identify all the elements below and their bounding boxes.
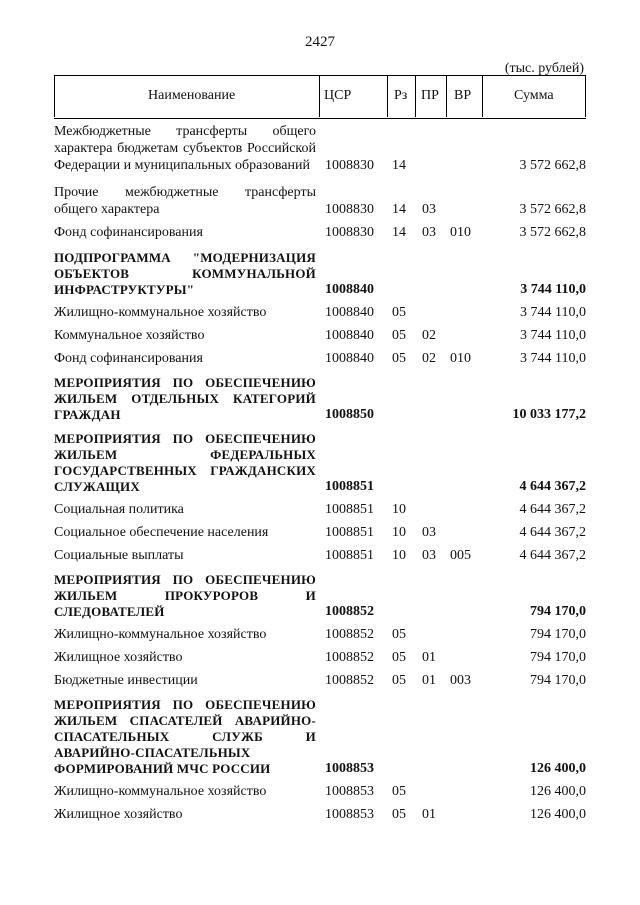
column-header-name: Наименование bbox=[148, 88, 236, 103]
row-name: МЕРОПРИЯТИЯ ПО ОБЕСПЕЧЕНИЮ ЖИЛЬЕМ ПРОКУРОРОВ И СЛЕДОВАТЕЛЕЙ bbox=[54, 572, 316, 619]
row-name: Фонд софинансирования bbox=[54, 225, 203, 240]
row-name: Жилищное хозяйство bbox=[54, 650, 183, 665]
row-sum: 794 170,0 bbox=[530, 650, 586, 665]
table-row bbox=[54, 672, 586, 689]
header-divider bbox=[585, 76, 586, 117]
row-name: Жилищное хозяйство bbox=[54, 807, 183, 822]
row-name: МЕРОПРИЯТИЯ ПО ОБЕСПЕЧЕНИЮ ЖИЛЬЕМ ОТДЕЛЬНЫХ КАТЕГОРИЙ ГРАЖДАН bbox=[54, 375, 316, 422]
table-row bbox=[54, 501, 586, 518]
table-body bbox=[54, 117, 586, 823]
row-csr: 1008840 bbox=[325, 305, 374, 320]
row-csr: 1008850 bbox=[325, 407, 374, 422]
column-header-vr: ВР bbox=[454, 88, 472, 103]
row-sum: 126 400,0 bbox=[530, 761, 586, 776]
row-csr: 1008840 bbox=[325, 351, 374, 366]
row-name: МЕРОПРИЯТИЯ ПО ОБЕСПЕЧЕНИЮ ЖИЛЬЕМ СПАСАТЕЛЕЙ АВАРИЙНО-СПАСАТЕЛЬНЫХ СЛУЖБ И АВАРИЙНО-СПАСАТЕЛЬНЫХ ФОРМИРОВАНИЙ МЧС РОССИИ bbox=[54, 697, 316, 776]
row-vr: 005 bbox=[450, 548, 471, 563]
row-csr: 1008840 bbox=[325, 328, 374, 343]
row-name: Социальные выплаты bbox=[54, 548, 184, 563]
header-divider bbox=[54, 76, 55, 117]
row-csr: 1008830 bbox=[325, 158, 374, 173]
row-csr: 1008852 bbox=[325, 673, 374, 688]
table-row bbox=[54, 250, 586, 298]
row-name: Фонд софинансирования bbox=[54, 351, 203, 366]
row-name: Жилищно-коммунальное хозяйство bbox=[54, 305, 267, 320]
row-name: ПОДПРОГРАММА "МОДЕРНИЗАЦИЯ ОБЪЕКТОВ КОММУНАЛЬНОЙ ИНФРАСТРУКТУРЫ" bbox=[54, 250, 316, 297]
row-csr: 1008851 bbox=[325, 502, 374, 517]
row-name: Жилищно-коммунальное хозяйство bbox=[54, 627, 267, 642]
table-row bbox=[54, 783, 586, 800]
row-pr: 02 bbox=[422, 328, 436, 343]
column-header-pr: ПР bbox=[421, 88, 439, 103]
row-pr: 01 bbox=[422, 673, 436, 688]
table-row bbox=[54, 375, 586, 423]
row-sum: 126 400,0 bbox=[530, 807, 586, 822]
header-divider bbox=[319, 76, 320, 117]
table-row bbox=[54, 524, 586, 541]
table-row bbox=[54, 304, 586, 321]
row-csr: 1008851 bbox=[325, 479, 374, 494]
row-rz: 10 bbox=[392, 525, 406, 540]
row-csr: 1008852 bbox=[325, 627, 374, 642]
row-rz: 05 bbox=[392, 627, 406, 642]
row-sum: 10 033 177,2 bbox=[512, 407, 586, 422]
row-pr: 03 bbox=[422, 525, 436, 540]
row-csr: 1008853 bbox=[325, 807, 374, 822]
row-pr: 01 bbox=[422, 650, 436, 665]
column-header-sum: Сумма bbox=[514, 88, 554, 103]
row-name: Социальная политика bbox=[54, 502, 184, 517]
row-sum: 794 170,0 bbox=[530, 604, 586, 619]
row-csr: 1008851 bbox=[325, 548, 374, 563]
table-row bbox=[54, 224, 586, 241]
row-name: МЕРОПРИЯТИЯ ПО ОБЕСПЕЧЕНИЮ ЖИЛЬЕМ ФЕДЕРАЛЬНЫХ ГОСУДАРСТВЕННЫХ ГРАЖДАНСКИХ СЛУЖАЩИХ bbox=[54, 431, 316, 494]
row-sum: 794 170,0 bbox=[530, 673, 586, 688]
row-sum: 3 572 662,8 bbox=[519, 225, 586, 240]
row-csr: 1008853 bbox=[325, 761, 374, 776]
row-name: Жилищно-коммунальное хозяйство bbox=[54, 784, 267, 799]
row-name: Бюджетные инвестиции bbox=[54, 673, 198, 688]
row-rz: 05 bbox=[392, 784, 406, 799]
row-sum: 4 644 367,2 bbox=[519, 548, 586, 563]
row-sum: 3 744 110,0 bbox=[520, 328, 586, 343]
table-row bbox=[54, 547, 586, 564]
header-divider bbox=[446, 76, 447, 117]
row-csr: 1008830 bbox=[325, 202, 374, 217]
row-csr: 1008851 bbox=[325, 525, 374, 540]
row-rz: 05 bbox=[392, 351, 406, 366]
row-sum: 794 170,0 bbox=[530, 627, 586, 642]
row-rz: 14 bbox=[392, 158, 406, 173]
row-csr: 1008840 bbox=[325, 282, 374, 297]
row-sum: 3 572 662,8 bbox=[519, 202, 586, 217]
row-vr: 010 bbox=[450, 351, 471, 366]
row-pr: 03 bbox=[422, 225, 436, 240]
column-header-rz: Рз bbox=[394, 88, 408, 103]
table-row bbox=[54, 572, 586, 620]
row-name: Межбюджетные трансферты общего характера бюджетам субъектов Российской Федерации и муниципальных образований bbox=[54, 124, 316, 173]
row-name: Коммунальное хозяйство bbox=[54, 328, 205, 343]
row-rz: 05 bbox=[392, 807, 406, 822]
table-header bbox=[54, 75, 586, 119]
row-vr: 003 bbox=[450, 673, 471, 688]
row-sum: 3 744 110,0 bbox=[520, 305, 586, 320]
row-pr: 03 bbox=[422, 548, 436, 563]
column-header-csr: ЦСР bbox=[324, 88, 352, 103]
row-sum: 4 644 367,2 bbox=[519, 502, 586, 517]
table-row bbox=[54, 806, 586, 823]
table-row bbox=[54, 697, 586, 777]
row-rz: 10 bbox=[392, 548, 406, 563]
header-divider bbox=[415, 76, 416, 117]
row-sum: 4 644 367,2 bbox=[519, 525, 586, 540]
row-csr: 1008852 bbox=[325, 650, 374, 665]
table-row bbox=[54, 649, 586, 666]
row-sum: 3 744 110,0 bbox=[520, 351, 586, 366]
row-csr: 1008830 bbox=[325, 225, 374, 240]
header-divider bbox=[482, 76, 483, 117]
row-rz: 14 bbox=[392, 225, 406, 240]
row-sum: 3 572 662,8 bbox=[519, 158, 586, 173]
row-rz: 14 bbox=[392, 202, 406, 217]
row-sum: 126 400,0 bbox=[530, 784, 586, 799]
units-label: (тыс. рублей) bbox=[504, 61, 584, 76]
row-rz: 10 bbox=[392, 502, 406, 517]
row-name: Социальное обеспечение населения bbox=[54, 525, 269, 540]
table-row bbox=[54, 184, 586, 218]
row-rz: 05 bbox=[392, 673, 406, 688]
table-row bbox=[54, 350, 586, 367]
header-divider bbox=[387, 76, 388, 117]
page-number: 2427 bbox=[305, 34, 335, 50]
row-pr: 02 bbox=[422, 351, 436, 366]
row-csr: 1008852 bbox=[325, 604, 374, 619]
row-sum: 3 744 110,0 bbox=[520, 282, 586, 297]
row-pr: 01 bbox=[422, 807, 436, 822]
row-csr: 1008853 bbox=[325, 784, 374, 799]
table-row bbox=[54, 431, 586, 495]
row-pr: 03 bbox=[422, 202, 436, 217]
row-sum: 4 644 367,2 bbox=[519, 479, 586, 494]
row-rz: 05 bbox=[392, 650, 406, 665]
row-rz: 05 bbox=[392, 305, 406, 320]
row-vr: 010 bbox=[450, 225, 471, 240]
table-row bbox=[54, 327, 586, 344]
table-row bbox=[54, 626, 586, 643]
row-name: Прочие межбюджетные трансферты общего характера bbox=[54, 185, 316, 217]
row-rz: 05 bbox=[392, 328, 406, 343]
table-row bbox=[54, 123, 586, 174]
